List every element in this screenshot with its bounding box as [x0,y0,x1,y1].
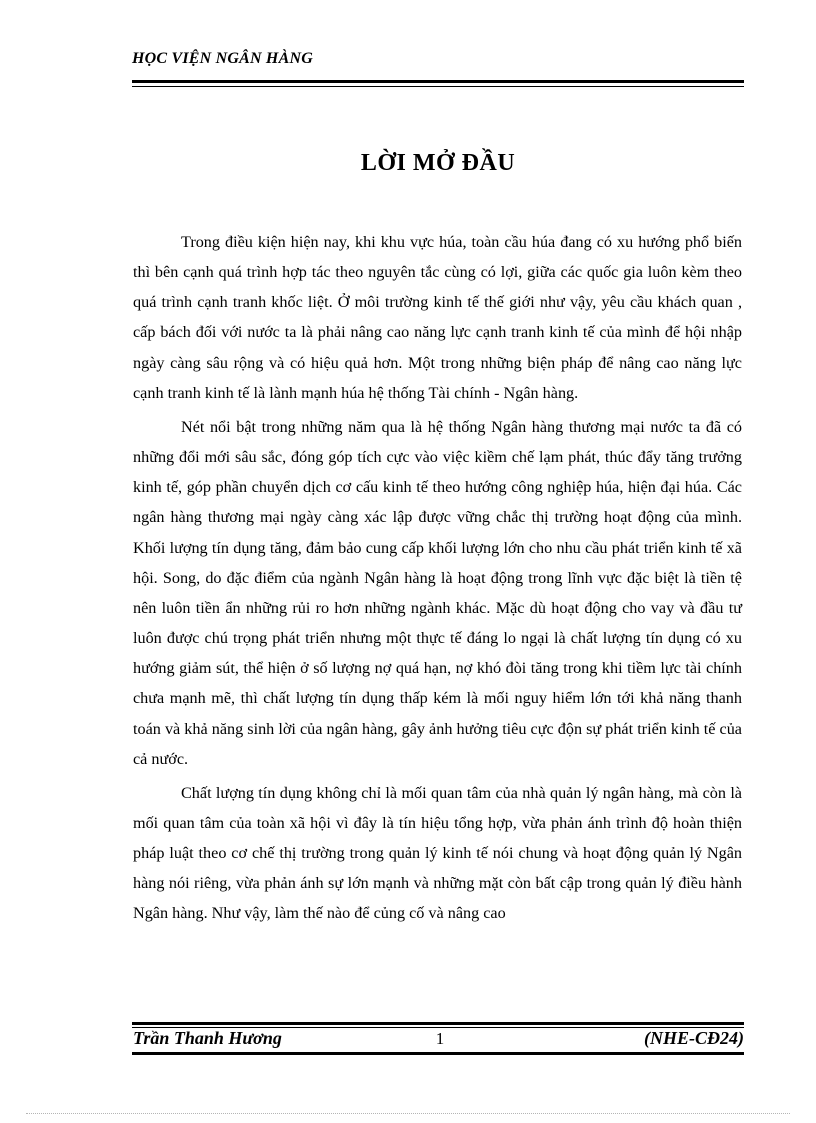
footer-class-code: (NHE-CĐ24) [644,1028,744,1048]
paragraph: Chất lượng tín dụng không chỉ là mối quan tâm của nhà quản lý ngân hàng, mà còn là mối quan tâm của toàn xã hội vì đây là tín hiệu tổng hợp, vừa phản ánh trình độ hoàn thiện pháp luật theo cơ chế thị trường trong quản lý kinh tế nói chung và hoạt động quản lý Ngân hàng nói riêng, vừa phản ánh sự lớn mạnh và những mặt còn bất cập trong quản lý điều hành Ngân hàng. Như vậy, làm thế nào để củng cố và nâng cao [133,783,742,923]
footer-author: Trần Thanh Hương [133,1028,282,1048]
page-title: LỜI MỞ ĐẦU [360,150,516,176]
paragraph: Nét nổi bật trong những năm qua là hệ thống Ngân hàng thương mại nước ta đã có những đổi mới sâu sắc, đóng góp tích cực vào việc kiềm chế lạm phát, thúc đẩy tăng trưởng kinh tế, góp phần chuyển dịch cơ cấu kinh tế theo hướng công nghiệp húa, hiện đại húa. Các ngân hàng thương mại ngày càng xác lập được vững chắc thị trường hoạt động của mình. Khối lượng tín dụng tăng, đảm bảo cung cấp khối lượng lớn cho nhu cầu phát triển kinh tế xã hội. Song, do đặc điểm của ngành Ngân hàng là hoạt động trong lĩnh vực đặc biệt là tiền tệ nên luôn tiền ẩn những rủi ro hơn những ngành khác. Mặc dù hoạt động cho vay và đầu tư luôn được chú trọng phát triển nhưng một thực tế đáng lo ngại là chất lượng tín dụng có xu hướng giảm sút, thể hiện ở số lượng nợ quá hạn, nợ khó đòi tăng trong khi tiềm lực tài chính chưa mạnh mẽ, thì chất lượng tín dụng thấp kém là mối nguy hiểm lớn tới khả năng thanh toán và khả năng sinh lời của ngân hàng, gây ảnh hưởng tiêu cực độn sự phát triển kinh tế của cả nước. [133,417,742,768]
document-body [133,227,742,933]
page-number: 1 [435,1029,445,1048]
footer-rule-thick [132,1022,744,1025]
header-rule-thin [132,86,744,87]
footer-bottom-rule [132,1052,744,1055]
page-bottom-edge [26,1113,790,1114]
header-rule-thick [132,80,744,83]
header-institution: HỌC VIỆN NGÂN HÀNG [132,50,313,67]
paragraph: Trong điều kiện hiện nay, khi khu vực húa, toàn cầu húa đang có xu hướng phổ biến thì bên cạnh quá trình hợp tác theo nguyên tắc cùng có lợi, giữa các quốc gia luôn kèm theo quá trình cạnh tranh khốc liệt. Ở môi trường kinh tế thế giới như vậy, yêu cầu khách quan , cấp bách đối với nước ta là phải nâng cao năng lực cạnh tranh kinh tế của mình để hội nhập ngày càng sâu rộng và có hiệu quả hơn. Một trong những biện pháp để nâng cao năng lực cạnh tranh kinh tế là lành mạnh húa hệ thống Tài chính - Ngân hàng. [133,233,742,402]
